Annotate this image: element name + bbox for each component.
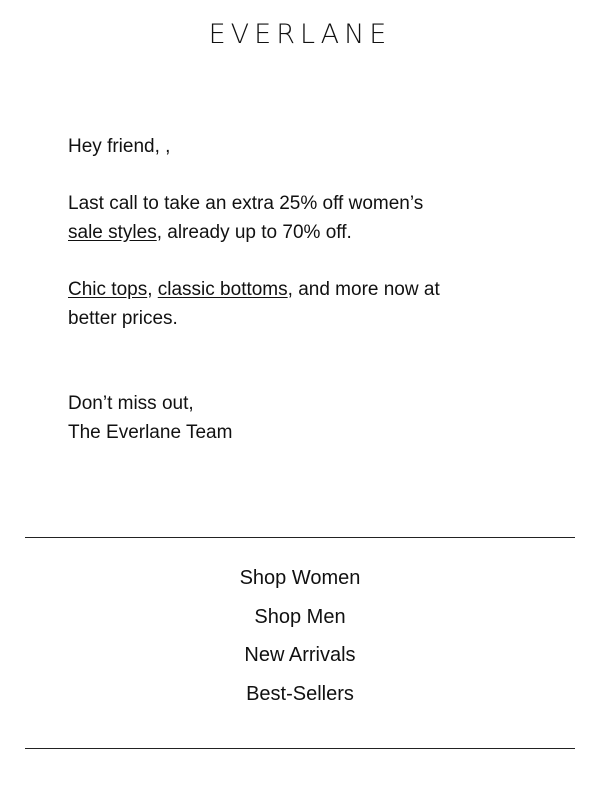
category-paragraph-text (68, 276, 468, 333)
greeting (68, 133, 468, 162)
everlane-logo[interactable]: EVERLANE (208, 19, 392, 50)
promo-tail-text: , already up to 70% off. (156, 221, 352, 243)
classic-bottoms-link[interactable]: classic bottoms (157, 279, 288, 300)
signoff-line-2: The Everlane Team (68, 421, 233, 443)
promo-paragraph (68, 190, 468, 247)
signoff-line-1: Don’t miss out, (68, 393, 194, 414)
best-sellers-link[interactable]: Best-Sellers (246, 683, 354, 706)
chic-tops-link[interactable]: Chic tops (68, 279, 148, 300)
promo-lead-text: Last call to take an extra 25% off women’s (68, 193, 424, 214)
new-arrivals-link[interactable]: New Arrivals (244, 644, 356, 667)
category-paragraph (68, 276, 468, 333)
promo-paragraph-text (68, 190, 468, 247)
category-separator: , (147, 279, 158, 300)
footer-nav (0, 568, 600, 723)
shop-women-link[interactable]: Shop Women (239, 567, 361, 589)
category-tail-text: , and more now at better prices. (68, 279, 440, 329)
signoff (68, 390, 468, 447)
footer-divider-top (25, 537, 575, 538)
shop-men-link[interactable]: Shop Men (254, 605, 346, 628)
greeting-text: Hey friend, , (68, 136, 171, 157)
footer-divider-bottom (25, 748, 575, 749)
sale-styles-link[interactable]: sale styles (68, 221, 157, 243)
